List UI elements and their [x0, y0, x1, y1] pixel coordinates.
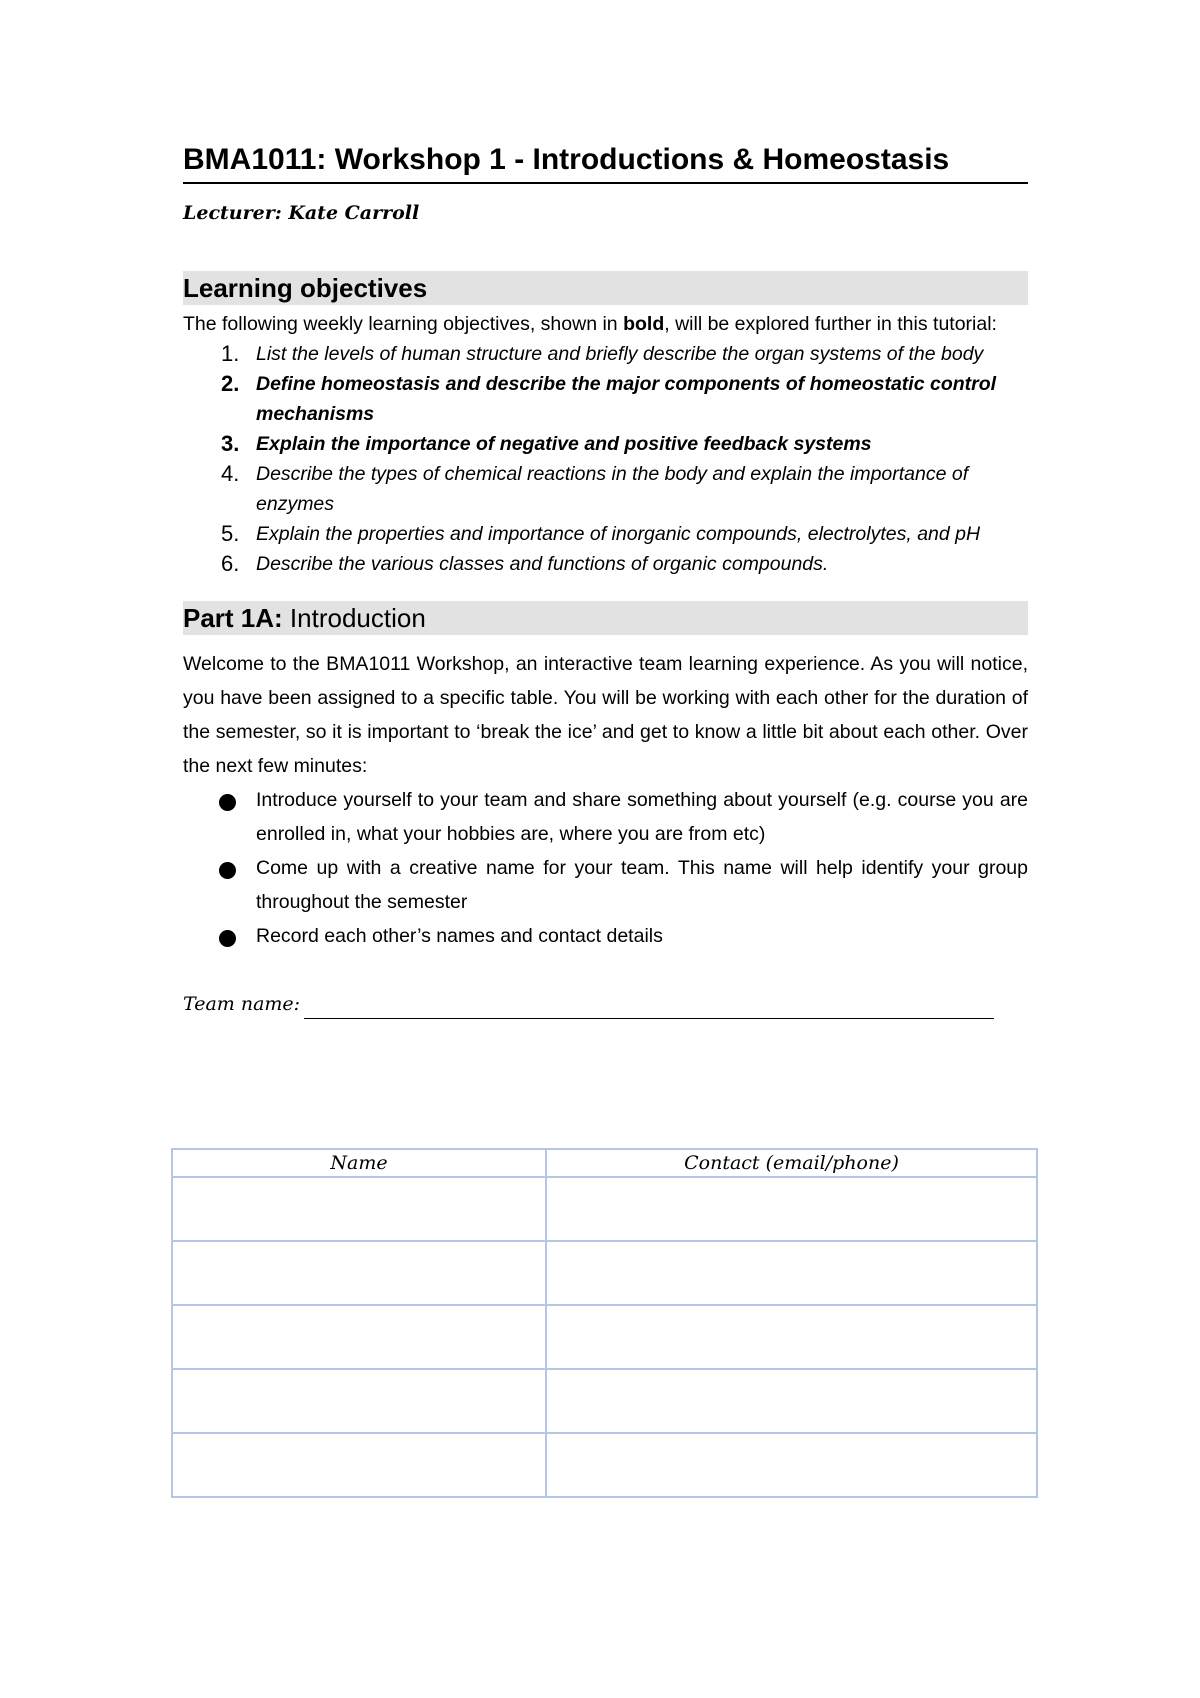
name-cell[interactable] [172, 1433, 546, 1497]
contact-cell[interactable] [546, 1177, 1037, 1241]
name-cell[interactable] [172, 1369, 546, 1433]
contact-table [171, 1148, 1038, 1498]
table-header-row [172, 1149, 1037, 1177]
list-item: Introduce yourself to your team and share something about yourself (e.g. course you are enrolled in, what your hobbies are, where you are from etc) [183, 783, 1028, 851]
document-title: BMA1011: Workshop 1 - Introductions & Homeostasis [183, 140, 1028, 184]
objective-item: 4. Describe the types of chemical reactions in the body and explain the importance of enzymes [221, 461, 969, 515]
name-cell[interactable] [172, 1305, 546, 1369]
objective-item: 5. Explain the properties and importance of inorganic compounds, electrolytes, and pH [221, 521, 981, 546]
bullet-icon [219, 794, 236, 811]
part-1a-heading: Part 1A: Introduction [183, 601, 1028, 635]
table-row [172, 1305, 1037, 1369]
team-name-label: Team name: [183, 993, 301, 1015]
list-item: Record each other’s names and contact details [183, 919, 1028, 953]
contact-cell[interactable] [546, 1241, 1037, 1305]
contact-cell[interactable] [546, 1305, 1037, 1369]
table-row [172, 1433, 1037, 1497]
objective-item: 3. Explain the importance of negative and positive feedback systems [221, 431, 872, 456]
contact-cell[interactable] [546, 1433, 1037, 1497]
instructions-list [183, 783, 1028, 953]
name-cell[interactable] [172, 1177, 546, 1241]
bullet-icon [219, 862, 236, 879]
table-row [172, 1241, 1037, 1305]
objective-item: 1. List the levels of human structure and briefly describe the organ systems of the body [221, 341, 984, 366]
team-name-blank[interactable] [304, 996, 994, 1019]
part-1a-paragraph: Welcome to the BMA1011 Workshop, an interactive team learning experience. As you will notice, you have been assigned to a specific table. You will be working with each other for the duration of the semester, so it is important to ‘break the ice’ and get to know a little bit about each other. Over the next few minutes: [183, 653, 1028, 777]
contact-cell[interactable] [546, 1369, 1037, 1433]
objectives-intro: The following weekly learning objectives, shown in bold, will be explored further in this tutorial: [183, 313, 997, 335]
column-header-name: Name [172, 1149, 546, 1177]
table-row [172, 1369, 1037, 1433]
table-row [172, 1177, 1037, 1241]
team-name-line [183, 989, 1028, 1019]
document-page [183, 140, 1028, 1019]
lecturer-line: Lecturer: Kate Carroll [183, 202, 420, 224]
name-cell[interactable] [172, 1241, 546, 1305]
bullet-icon [219, 930, 236, 947]
objective-item: 6. Describe the various classes and functions of organic compounds. [221, 551, 829, 576]
learning-objectives-heading: Learning objectives [183, 271, 1028, 305]
objective-item: 2. Define homeostasis and describe the major components of homeostatic control mechanisms [221, 371, 997, 425]
column-header-contact: Contact (email/phone) [546, 1149, 1037, 1177]
objectives-list [183, 339, 1028, 579]
list-item: Come up with a creative name for your team. This name will help identify your group throughout the semester [183, 851, 1028, 919]
